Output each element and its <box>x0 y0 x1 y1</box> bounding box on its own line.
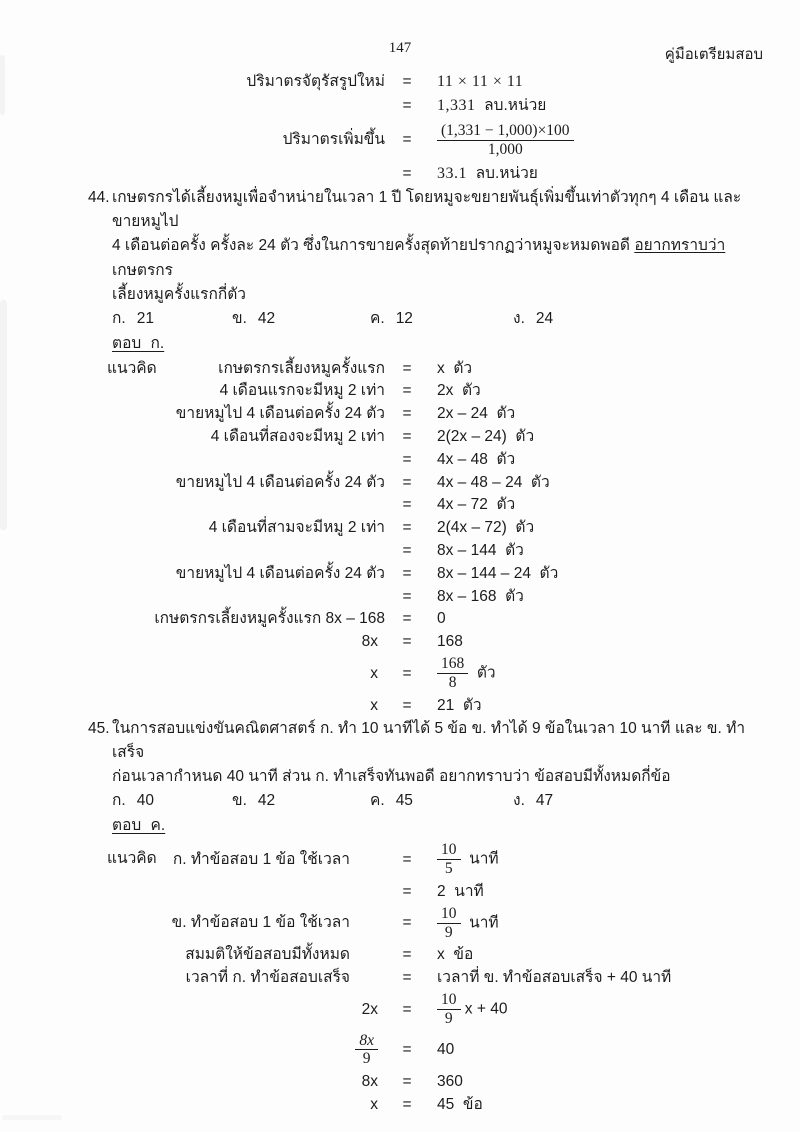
text-segment: x <box>370 696 378 714</box>
text-segment: ปริมาตรจัตุรัสรูปใหม่ <box>246 73 385 91</box>
text-segment: 4 เดือนแรกจะมีหมู 2 เท่า <box>219 382 385 400</box>
text-segment: เกษตรกรเลี้ยงหมูครั้งแรก 8x – 168 <box>154 610 385 628</box>
problem-text-line <box>112 234 763 282</box>
choices-row-45 <box>88 790 763 813</box>
equation-row <box>88 966 763 989</box>
fraction <box>437 991 461 1028</box>
fraction-numerator: 10 <box>437 905 461 924</box>
page-number: 147 <box>388 40 412 56</box>
choice-option <box>513 790 553 812</box>
fraction-denominator: 8 <box>448 674 457 692</box>
equation-rhs <box>424 449 763 471</box>
text-segment: ลบ.หน่วย <box>475 96 547 114</box>
equation-rhs <box>424 380 763 402</box>
equation-rhs <box>424 1071 763 1093</box>
volume-calculation-section <box>88 70 763 186</box>
text-segment: 2x <box>361 1000 378 1018</box>
text-segment: 2x ตัว <box>437 382 481 400</box>
text-segment: 21 ตัว <box>437 696 482 714</box>
equation-rhs <box>424 403 763 425</box>
equation-row <box>88 425 763 448</box>
text-segment: ในการสอบแข่งขันคณิตศาสตร์ ก. ทำ 10 นาทีได้ 5 ข้อ ข. ทำได้ 9 ข้อในเวลา 10 นาที และ ข. ทำเสร็จ <box>112 719 746 761</box>
equals-sign: = <box>402 165 412 183</box>
equation-row <box>88 839 763 880</box>
choice-option <box>232 308 275 330</box>
equation-lhs <box>88 608 390 630</box>
equation-row <box>88 1093 763 1116</box>
problem-text-line <box>112 186 763 234</box>
text-segment: เลี้ยงหมูครั้งแรกกี่ตัว <box>112 285 246 303</box>
equation-lhs <box>88 944 390 966</box>
text-segment: 40 <box>437 1041 455 1059</box>
equation-row <box>88 903 763 944</box>
problem-text-line <box>112 283 763 307</box>
fraction <box>437 655 468 692</box>
text-segment: เวลาที่ ก. ทำข้อสอบเสร็จ <box>185 968 350 986</box>
text-segment: ตัว <box>468 664 496 682</box>
equation-lhs <box>88 403 390 425</box>
equation-rhs <box>424 989 763 1030</box>
equation-row <box>88 380 763 403</box>
text-segment: 2(2x – 24) ตัว <box>437 427 535 445</box>
equals-sign: = <box>402 519 412 537</box>
equation-row <box>88 70 763 94</box>
choice-option <box>112 308 154 330</box>
text-segment: ก. ทำข้อสอบ 1 ข้อ ใช้เวลา <box>172 850 350 868</box>
text-segment: x + 40 <box>460 1000 508 1018</box>
fraction-numerator: 10 <box>437 991 461 1010</box>
equation-row <box>88 608 763 631</box>
equation-lhs <box>88 380 390 402</box>
equation-lhs <box>88 1071 390 1093</box>
solution-block-45 <box>88 839 763 1115</box>
equation-lhs <box>88 426 390 448</box>
equation-rhs <box>424 1039 763 1061</box>
equation-row <box>88 357 763 380</box>
equation-row <box>88 631 763 654</box>
choice-option <box>513 308 553 330</box>
equals-sign: = <box>402 359 412 377</box>
equation-lhs <box>88 1030 390 1071</box>
text-segment: 8x <box>361 1072 378 1090</box>
text-segment: 8x – 168 ตัว <box>437 587 524 605</box>
equals-sign: = <box>402 541 412 559</box>
equation-rhs <box>424 967 763 989</box>
equals-sign: = <box>402 73 412 91</box>
scan-artifact <box>2 1115 62 1120</box>
equation-row <box>88 562 763 585</box>
text-segment: 2(4x – 72) ตัว <box>437 519 535 537</box>
equals-sign: = <box>402 946 412 963</box>
equation-row <box>88 539 763 562</box>
text-segment: x <box>370 664 378 682</box>
problem-text <box>112 717 763 790</box>
equals-sign: = <box>402 1095 412 1113</box>
text-segment: 4x – 72 ตัว <box>437 496 516 514</box>
text-segment: 4 เดือนที่สามจะมีหมู 2 เท่า <box>208 519 385 537</box>
choice-value: 21 <box>136 310 154 328</box>
equals-sign: = <box>402 131 412 149</box>
equals-sign: = <box>402 382 412 400</box>
fraction-numerator: 10 <box>437 841 461 860</box>
equation-lhs <box>88 71 390 93</box>
text-segment: ขายหมูไป 4 เดือนต่อครั้ง 24 ตัว <box>175 564 385 582</box>
equation-lhs <box>88 967 390 989</box>
equation-rhs <box>424 563 763 585</box>
equation-lhs <box>88 912 390 934</box>
choice-key: ง. <box>513 310 525 328</box>
equation-rows <box>88 70 763 186</box>
text-segment: x <box>370 1095 378 1113</box>
equation-row <box>88 494 763 517</box>
equation-rhs <box>424 120 763 161</box>
equation-rhs <box>424 95 763 117</box>
equals-sign: = <box>402 914 412 932</box>
choice-value: 42 <box>257 792 276 810</box>
choice-key: ง. <box>513 792 525 810</box>
choice-key: ค. <box>370 792 385 810</box>
equation-rhs <box>424 494 763 516</box>
text-segment: 168 <box>437 633 463 651</box>
equals-sign: = <box>402 696 412 714</box>
text-segment: เกษตรกร <box>112 237 730 279</box>
equals-sign: = <box>402 633 412 651</box>
text-segment: 8x – 144 ตัว <box>437 541 524 559</box>
equation-row <box>88 1070 763 1093</box>
equals-sign: = <box>402 610 412 628</box>
equation-rows <box>88 357 763 717</box>
problem-statement-44 <box>88 186 763 307</box>
text-segment: ก่อนเวลากำหนด 40 นาที ส่วน ก. ทำเสร็จทันพอดี อยากทราบว่า ข้อสอบมีทั้งหมดกี่ข้อ <box>112 768 671 786</box>
problem-text <box>112 186 763 307</box>
equals-sign: = <box>402 882 412 900</box>
equation-row <box>88 448 763 471</box>
equation-lhs <box>88 695 390 717</box>
equation-rhs <box>424 472 763 494</box>
question-number: 44. <box>88 189 110 206</box>
choice-value: 45 <box>395 792 413 810</box>
equals-sign: = <box>402 968 412 986</box>
equation-rhs <box>424 426 763 448</box>
text-segment: นาที <box>460 914 499 932</box>
equation-rhs <box>424 839 763 880</box>
equation-lhs <box>88 631 390 653</box>
choice-value: 40 <box>136 792 154 810</box>
choice-value: 12 <box>395 310 413 328</box>
choice-option <box>370 790 413 812</box>
text-segment: 8x <box>361 633 378 651</box>
equals-sign: = <box>402 1041 412 1059</box>
book-title: คู่มือเตรียมสอบ <box>664 46 763 63</box>
choice-value: 42 <box>257 310 276 328</box>
fraction-denominator: 9 <box>444 923 453 941</box>
equation-rhs <box>424 631 763 653</box>
equation-rhs <box>424 163 763 185</box>
fraction <box>437 841 461 878</box>
equals-sign: = <box>402 664 412 682</box>
text-segment: 4 เดือนที่สองจะมีหมู 2 เท่า <box>210 427 385 445</box>
fraction-denominator: 1,000 <box>487 140 523 158</box>
text-segment: เกษตรกรเลี้ยงหมูครั้งแรก <box>218 359 385 377</box>
equation-row <box>88 694 763 717</box>
fraction-denominator: 9 <box>444 1009 453 1027</box>
text-segment: 33.1 <box>437 164 467 182</box>
text-segment: เกษตรกรได้เลี้ยงหมูเพื่อจำหน่ายในเวลา 1 ปี โดยหมูจะขยายพันธุ์เพิ่มขึ้นเท่าตัวทุกๆ 4 เดือน และขายหมูไป <box>112 189 742 231</box>
equation-rhs <box>424 944 763 966</box>
equation-lhs <box>88 999 390 1021</box>
equation-row <box>88 880 763 903</box>
equation-rhs <box>424 653 763 694</box>
equation-row <box>88 162 763 186</box>
choice-key: ข. <box>232 792 247 810</box>
fraction-numerator: 8x <box>355 1032 378 1051</box>
solution-label: แนวคิด <box>107 360 157 378</box>
text-segment: x ตัว <box>437 359 473 377</box>
equals-sign: = <box>402 1072 412 1090</box>
equation-rhs <box>424 540 763 562</box>
solution-label: แนวคิด <box>107 850 157 868</box>
equals-sign: = <box>402 473 412 491</box>
equals-sign: = <box>402 427 412 445</box>
problem-text-line <box>112 765 763 789</box>
equation-rhs <box>424 608 763 630</box>
choice-option <box>232 790 275 812</box>
text-segment: ปริมาตรเพิ่มขึ้น <box>282 131 385 149</box>
equation-rhs <box>424 903 763 944</box>
question-44 <box>88 186 763 717</box>
choice-key: ก. <box>112 310 126 328</box>
answer-line-45: ตอบ ค. <box>112 817 166 835</box>
text-segment: อยากทราบว่า <box>634 237 726 255</box>
fraction-numerator: 168 <box>437 655 468 674</box>
equation-rhs <box>424 1094 763 1116</box>
choice-option <box>112 790 154 812</box>
question-number: 45. <box>88 719 110 737</box>
choices-row-44 <box>88 308 763 331</box>
choice-value: 24 <box>535 310 554 328</box>
text-segment: 11 × 11 × 11 <box>437 72 524 90</box>
equation-rhs <box>424 358 763 380</box>
equals-sign: = <box>402 450 412 468</box>
equation-lhs <box>88 663 390 685</box>
equation-lhs <box>88 1094 390 1116</box>
text-segment: 0 <box>437 610 446 628</box>
text-segment: ลบ.หน่วย <box>467 164 538 182</box>
fraction-denominator: 5 <box>444 860 453 878</box>
choice-key: ข. <box>232 310 247 328</box>
text-segment: 4x – 48 – 24 ตัว <box>437 473 550 491</box>
page-content <box>0 66 800 1116</box>
text-segment: ข. ทำข้อสอบ 1 ข้อ ใช้เวลา <box>171 914 350 932</box>
equals-sign: = <box>402 587 412 605</box>
text-segment: ขายหมูไป 4 เดือนต่อครั้ง 24 ตัว <box>175 405 385 423</box>
equation-row <box>88 403 763 426</box>
equals-sign: = <box>402 564 412 582</box>
equation-row <box>88 94 763 118</box>
text-segment: ขายหมูไป 4 เดือนต่อครั้ง 24 ตัว <box>175 473 385 491</box>
choice-value: 47 <box>535 792 554 810</box>
equation-rhs <box>424 517 763 539</box>
text-segment: 4 เดือนต่อครั้ง ครั้งละ 24 ตัว ซึ่งในการขายครั้งสุดท้ายปรากฏว่าหมูจะหมดพอดี <box>112 237 635 255</box>
fraction-denominator: 9 <box>362 1050 371 1068</box>
solution-block-44 <box>88 357 763 717</box>
text-segment: 45 ข้อ <box>437 1095 483 1113</box>
answer-line-44: ตอบ ก. <box>112 335 165 353</box>
scan-artifact <box>0 300 7 530</box>
equation-rhs <box>424 71 763 93</box>
text-segment: 360 <box>437 1072 463 1090</box>
text-segment: 8x – 144 – 24 ตัว <box>437 564 559 582</box>
equation-lhs <box>88 472 390 494</box>
equals-sign: = <box>402 97 412 115</box>
fraction <box>437 122 574 159</box>
choice-key: ก. <box>112 792 126 810</box>
equals-sign: = <box>402 405 412 423</box>
problem-text-line <box>112 717 763 765</box>
fraction <box>355 1032 378 1069</box>
text-segment: 4x – 48 ตัว <box>437 450 516 468</box>
equation-row <box>88 653 763 694</box>
equation-row <box>88 943 763 966</box>
fraction <box>437 905 461 942</box>
equation-row <box>88 471 763 494</box>
equation-lhs <box>88 129 390 151</box>
equation-rhs <box>424 881 763 903</box>
equation-row <box>88 1030 763 1071</box>
equation-lhs <box>88 517 390 539</box>
equation-row <box>88 585 763 608</box>
equation-row <box>88 989 763 1030</box>
fraction-numerator: (1,331 − 1,000)×100 <box>437 122 574 141</box>
choice-key: ค. <box>370 310 385 328</box>
question-45 <box>88 717 763 1116</box>
text-segment: 2x – 24 ตัว <box>437 405 516 423</box>
choice-option <box>370 308 413 330</box>
page-header <box>0 0 800 66</box>
text-segment: สมมติให้ข้อสอบมีทั้งหมด <box>185 946 350 963</box>
equation-rhs <box>424 586 763 608</box>
equals-sign: = <box>402 496 412 514</box>
equation-row <box>88 118 763 162</box>
text-segment: เวลาที่ ข. ทำข้อสอบเสร็จ + 40 นาที <box>437 968 672 986</box>
equals-sign: = <box>402 1000 412 1018</box>
text-segment: นาที <box>460 850 499 868</box>
equation-lhs <box>88 563 390 585</box>
equation-rhs <box>424 695 763 717</box>
equals-sign: = <box>402 850 412 868</box>
equation-rows <box>88 839 763 1115</box>
text-segment: x ข้อ <box>437 946 474 963</box>
equation-row <box>88 517 763 540</box>
text-segment: 2 นาที <box>437 882 484 900</box>
text-segment: 1,331 <box>437 96 476 114</box>
problem-statement-45 <box>88 717 763 790</box>
